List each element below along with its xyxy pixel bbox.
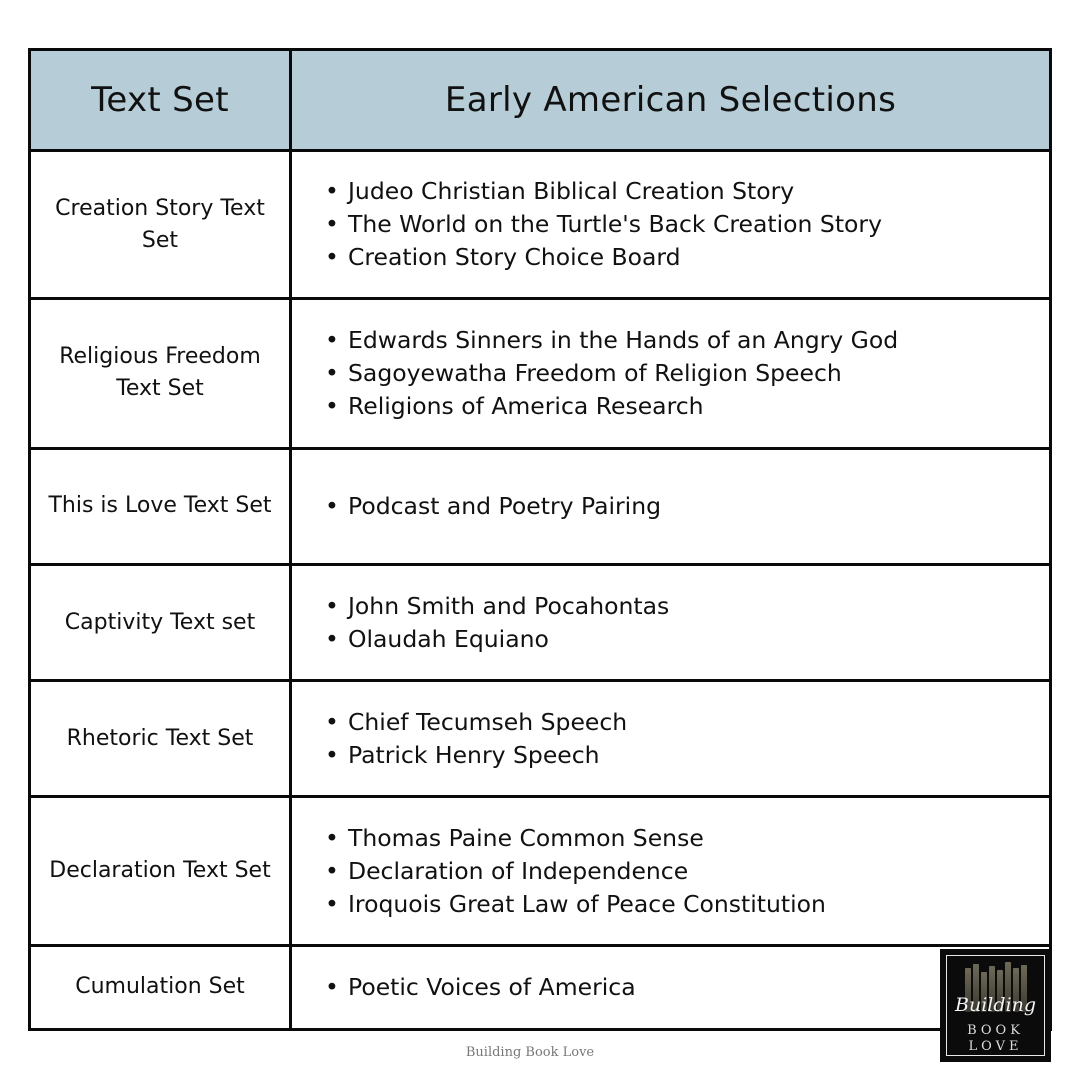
selection-list [322,590,1049,656]
selection-item: • Declaration of Independence [322,855,1049,888]
selection-item: • Edwards Sinners in the Hands of an Angry God [322,324,1049,357]
selection-list [322,324,1049,423]
selection-list [322,175,1049,274]
footer-credit: Building Book Love [465,1045,595,1060]
selection-item: • Olaudah Equiano [322,623,1049,656]
header-text-set: Text Set [30,50,291,151]
selection-item: • Podcast and Poetry Pairing [322,490,1049,523]
selections-cell [291,564,1051,680]
table-row [30,564,1051,680]
table-row [30,151,1051,299]
selection-item: • Poetic Voices of America [322,971,1049,1004]
table-row [30,797,1051,945]
text-set-name: This is Love Text Set [30,448,291,564]
text-set-name: Cumulation Set [30,945,291,1029]
table-row [30,681,1051,797]
text-set-name: Rhetoric Text Set [30,681,291,797]
header-selections: Early American Selections [291,50,1051,151]
selections-cell [291,797,1051,945]
text-set-name: Religious Freedom Text Set [30,299,291,448]
selection-item: • Iroquois Great Law of Peace Constitution [322,888,1049,921]
table-row [30,945,1051,1029]
selection-list [322,490,1049,523]
selections-cell [291,299,1051,448]
table-row [30,299,1051,448]
selections-cell [291,945,1051,1029]
selection-item: • Chief Tecumseh Speech [322,706,1049,739]
logo-love-text: LOVE [968,1039,1023,1054]
text-set-table [28,48,1052,1031]
header-row [30,50,1051,151]
text-set-name: Captivity Text set [30,564,291,680]
selections-cell [291,151,1051,299]
selections-cell [291,448,1051,564]
selection-item: • Judeo Christian Biblical Creation Story [322,175,1049,208]
table-row [30,448,1051,564]
text-set-name: Declaration Text Set [30,797,291,945]
selection-item: • Creation Story Choice Board [322,241,1049,274]
text-set-name: Creation Story Text Set [30,151,291,299]
selection-item: • John Smith and Pocahontas [322,590,1049,623]
selection-list [322,822,1049,921]
selection-item: • Thomas Paine Common Sense [322,822,1049,855]
logo-script-text: Building [955,994,1036,1016]
selection-item: • Religions of America Research [322,390,1049,423]
selection-item: • Sagoyewatha Freedom of Religion Speech [322,357,1049,390]
selection-item: • Patrick Henry Speech [322,739,1049,772]
selections-cell [291,681,1051,797]
selection-list [322,706,1049,772]
logo-book-text: BOOK [967,1023,1024,1038]
selection-item: • The World on the Turtle's Back Creation Story [322,208,1049,241]
